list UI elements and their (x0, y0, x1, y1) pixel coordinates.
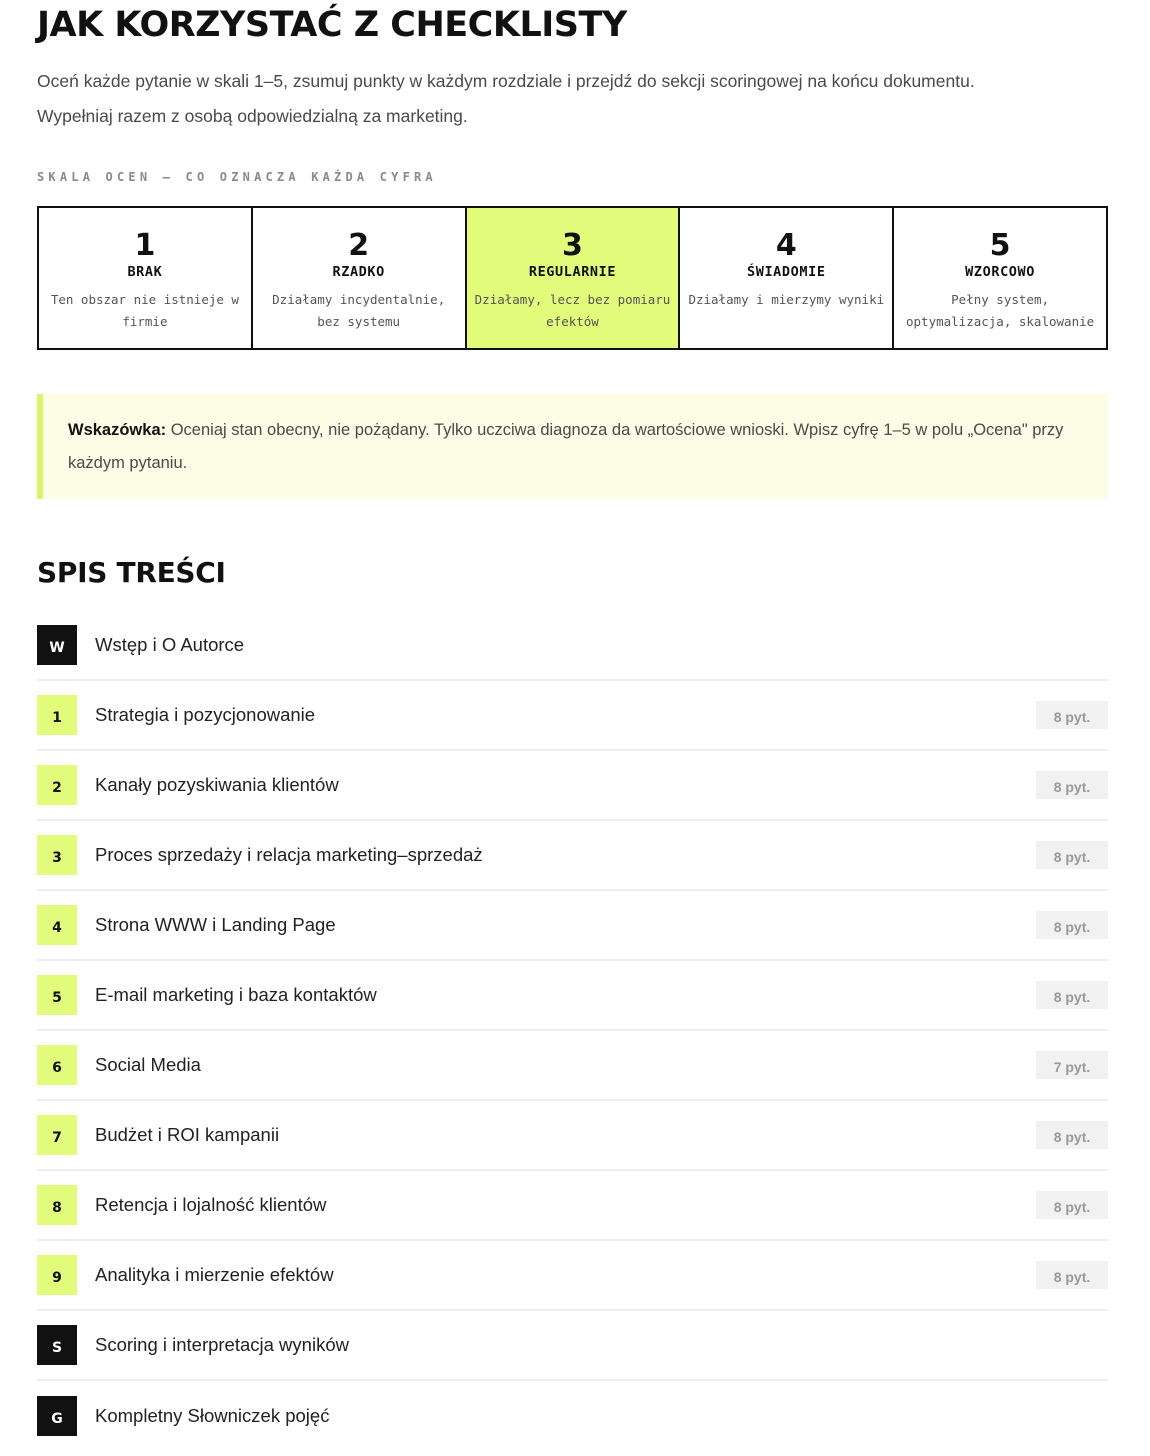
toc-title: SPIS TREŚCI (37, 556, 226, 589)
scale-number: 1 (134, 228, 156, 263)
scale-label: REGULARNIE (528, 264, 617, 280)
toc-item-scoring[interactable] (37, 1311, 1108, 1381)
toc-item-chapter-9[interactable] (37, 1241, 1108, 1311)
toc-item-chapter-7[interactable] (37, 1101, 1108, 1171)
scale-description: Działamy i mierzymy wyniki (688, 292, 885, 307)
toc-item-title: Proces sprzedaży i relacja marketing–sprzedaż (95, 844, 483, 865)
toc-item-intro[interactable] (37, 611, 1108, 681)
toc-badge: 2 (37, 765, 77, 805)
toc-item-title: Budżet i ROI kampanii (95, 1124, 280, 1145)
toc-badge: S (37, 1325, 77, 1365)
toc-item-title: Analityka i mierzenie efektów (95, 1264, 334, 1285)
question-count-badge: 8 pyt. (1036, 701, 1108, 729)
toc-badge: 3 (37, 835, 77, 875)
toc-item-title: Strategia i pozycjonowanie (95, 704, 316, 725)
toc-item-chapter-6[interactable] (37, 1031, 1108, 1101)
page-title: JAK KORZYSTAĆ Z CHECKLISTY (37, 5, 627, 45)
scale-item-3-highlighted (467, 208, 681, 348)
question-count-badge: 8 pyt. (1036, 911, 1108, 939)
toc-item-title: Retencja i lojalność klientów (95, 1194, 327, 1215)
toc-badge: 9 (37, 1255, 77, 1295)
toc-item-chapter-3[interactable] (37, 821, 1108, 891)
toc-badge: W (37, 625, 77, 665)
scale-number: 3 (562, 228, 583, 263)
question-count-badge: 8 pyt. (1036, 1191, 1108, 1219)
toc-badge: G (37, 1396, 77, 1436)
intro-line-1: Oceń każde pytanie w skali 1–5, zsumuj punkty w każdym rozdziale i przejdź do sekcji scoringowej na końcu dokumentu. (37, 71, 975, 91)
question-count-badge: 8 pyt. (1036, 771, 1108, 799)
tip-label: Wskazówka: (68, 421, 167, 439)
tip-text: Oceniaj stan obecny, nie pożądany. Tylko uczciwa diagnoza da wartościowe wnioski. Wpisz cyfrę 1–5 w polu „Ocena" przy każdym pytaniu. (68, 421, 1064, 472)
scale-label: ŚWIADOMIE (747, 264, 826, 280)
toc-badge: 6 (37, 1045, 77, 1085)
scale-number: 2 (348, 228, 370, 263)
toc-item-chapter-5[interactable] (37, 961, 1108, 1031)
intro-text (37, 64, 1108, 134)
scale-number: 4 (775, 228, 797, 263)
checklist-page (37, 0, 1108, 1451)
toc-badge: 4 (37, 905, 77, 945)
scale-label: RZADKO (332, 264, 385, 280)
scale-heading: SKALA OCEN — CO OZNACZA KAŻDA CYFRA (37, 170, 437, 184)
toc-item-chapter-4[interactable] (37, 891, 1108, 961)
toc-item-glossary[interactable] (37, 1381, 1108, 1451)
toc-item-chapter-8[interactable] (37, 1171, 1108, 1241)
intro-line-2: Wypełniaj razem z osobą odpowiedzialną za marketing. (37, 106, 468, 126)
toc-item-title: Kompletny Słowniczek pojęć (95, 1405, 330, 1426)
scale-label: BRAK (127, 264, 163, 280)
scale-description: Działamy incydentalnie, bez systemu (272, 292, 446, 329)
toc-item-title: Strona WWW i Landing Page (95, 914, 336, 935)
tip-box (37, 394, 1108, 499)
scale-description: Działamy, lecz bez pomiaru efektów (474, 292, 671, 329)
toc-badge: 8 (37, 1185, 77, 1225)
rating-scale (37, 206, 1108, 350)
scale-label: WZORCOWO (965, 264, 1035, 280)
scale-description: Ten obszar nie istnieje w firmie (50, 292, 239, 329)
table-of-contents (37, 611, 1108, 1451)
scale-number: 5 (989, 228, 1011, 263)
question-count-badge: 8 pyt. (1036, 1121, 1108, 1149)
toc-badge: 5 (37, 975, 77, 1015)
question-count-badge: 7 pyt. (1036, 1051, 1108, 1079)
toc-item-title: Scoring i interpretacja wyników (95, 1334, 349, 1355)
toc-item-title: Social Media (95, 1054, 201, 1075)
scale-description: Pełny system, optymalizacja, skalowanie (906, 292, 1095, 329)
question-count-badge: 8 pyt. (1036, 981, 1108, 1009)
question-count-badge: 8 pyt. (1036, 1261, 1108, 1289)
scale-item-4 (680, 208, 894, 348)
toc-item-title: E-mail marketing i baza kontaktów (95, 984, 377, 1005)
toc-item-title: Kanały pozyskiwania klientów (95, 774, 339, 795)
scale-item-1 (39, 208, 253, 348)
toc-badge: 7 (37, 1115, 77, 1155)
scale-item-2 (253, 208, 467, 348)
question-count-badge: 8 pyt. (1036, 841, 1108, 869)
scale-item-5 (894, 208, 1106, 348)
toc-badge: 1 (37, 695, 77, 735)
toc-item-chapter-1[interactable] (37, 681, 1108, 751)
toc-item-title: Wstęp i O Autorce (95, 634, 245, 655)
toc-item-chapter-2[interactable] (37, 751, 1108, 821)
